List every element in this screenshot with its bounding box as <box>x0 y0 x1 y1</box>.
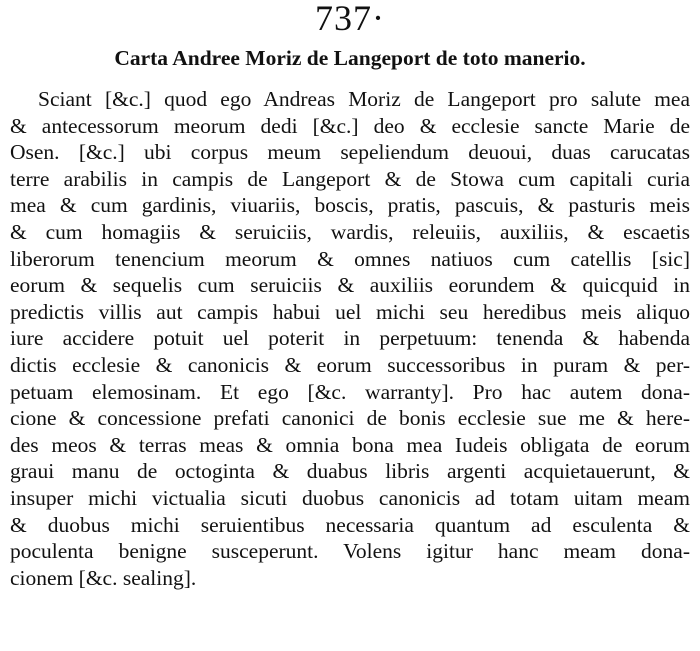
text-line: Osen. [&c.] ubi corpus meum sepeliendum deuoui, duas carucatas <box>10 140 690 165</box>
text-line: cione & concessione prefati canonici de bonis ecclesie sue me & here- <box>10 406 690 431</box>
text-line: liberorum tenencium meorum & omnes natiuos cum catellis [sic] <box>10 246 690 271</box>
text-line: terre arabilis in campis de Langeport & de Stowa cum capitali curia <box>10 166 690 191</box>
text-line: eorum & sequelis cum seruiciis & auxiliis eorundem & quicquid in <box>10 273 690 298</box>
text-line: predictis villis aut campis habui uel michi seu heredibus meis aliquo <box>10 299 690 324</box>
text-line: des meos & terras meas & omnia bona mea Iudeis obligata de eorum <box>10 432 690 457</box>
text-line: & cum homagiis & seruiciis, wardis, releuiis, auxiliis, & escaetis <box>10 219 690 244</box>
text-line: & antecessorum meorum dedi [&c.] deo & ecclesie sancte Marie de <box>10 113 690 138</box>
text-line: & duobus michi seruientibus necessaria quantum ad esculenta & <box>10 512 690 537</box>
text-line: iure accidere potuit uel poterit in perpetuum: tenenda & habenda <box>10 326 690 351</box>
charter-heading: Carta Andree Moriz de Langeport de toto manerio. <box>114 46 586 70</box>
text-line: petuam elemosinam. Et ego [&c. warranty]. Pro hac autem dona- <box>10 379 690 404</box>
text-line: graui manu de octoginta & duabus libris argenti acquietauerunt, & <box>10 459 690 484</box>
text-line: mea & cum gardinis, viuariis, boscis, pratis, pascuis, & pasturis meis <box>10 193 690 218</box>
page-number: 737· <box>315 0 385 38</box>
text-line: insuper michi victualia sicuti duobus canonicis ad totam uitam meam <box>10 485 690 510</box>
text-line: Sciant [&c.] quod ego Andreas Moriz de Langeport pro salute mea <box>38 87 690 111</box>
text-line: cionem [&c. sealing]. <box>10 565 197 590</box>
text-line: poculenta benigne susceperunt. Volens igitur hanc meam dona- <box>10 539 690 564</box>
text-line: dictis ecclesie & canonicis & eorum successoribus in puram & per- <box>10 352 690 377</box>
charter-text <box>10 86 690 591</box>
